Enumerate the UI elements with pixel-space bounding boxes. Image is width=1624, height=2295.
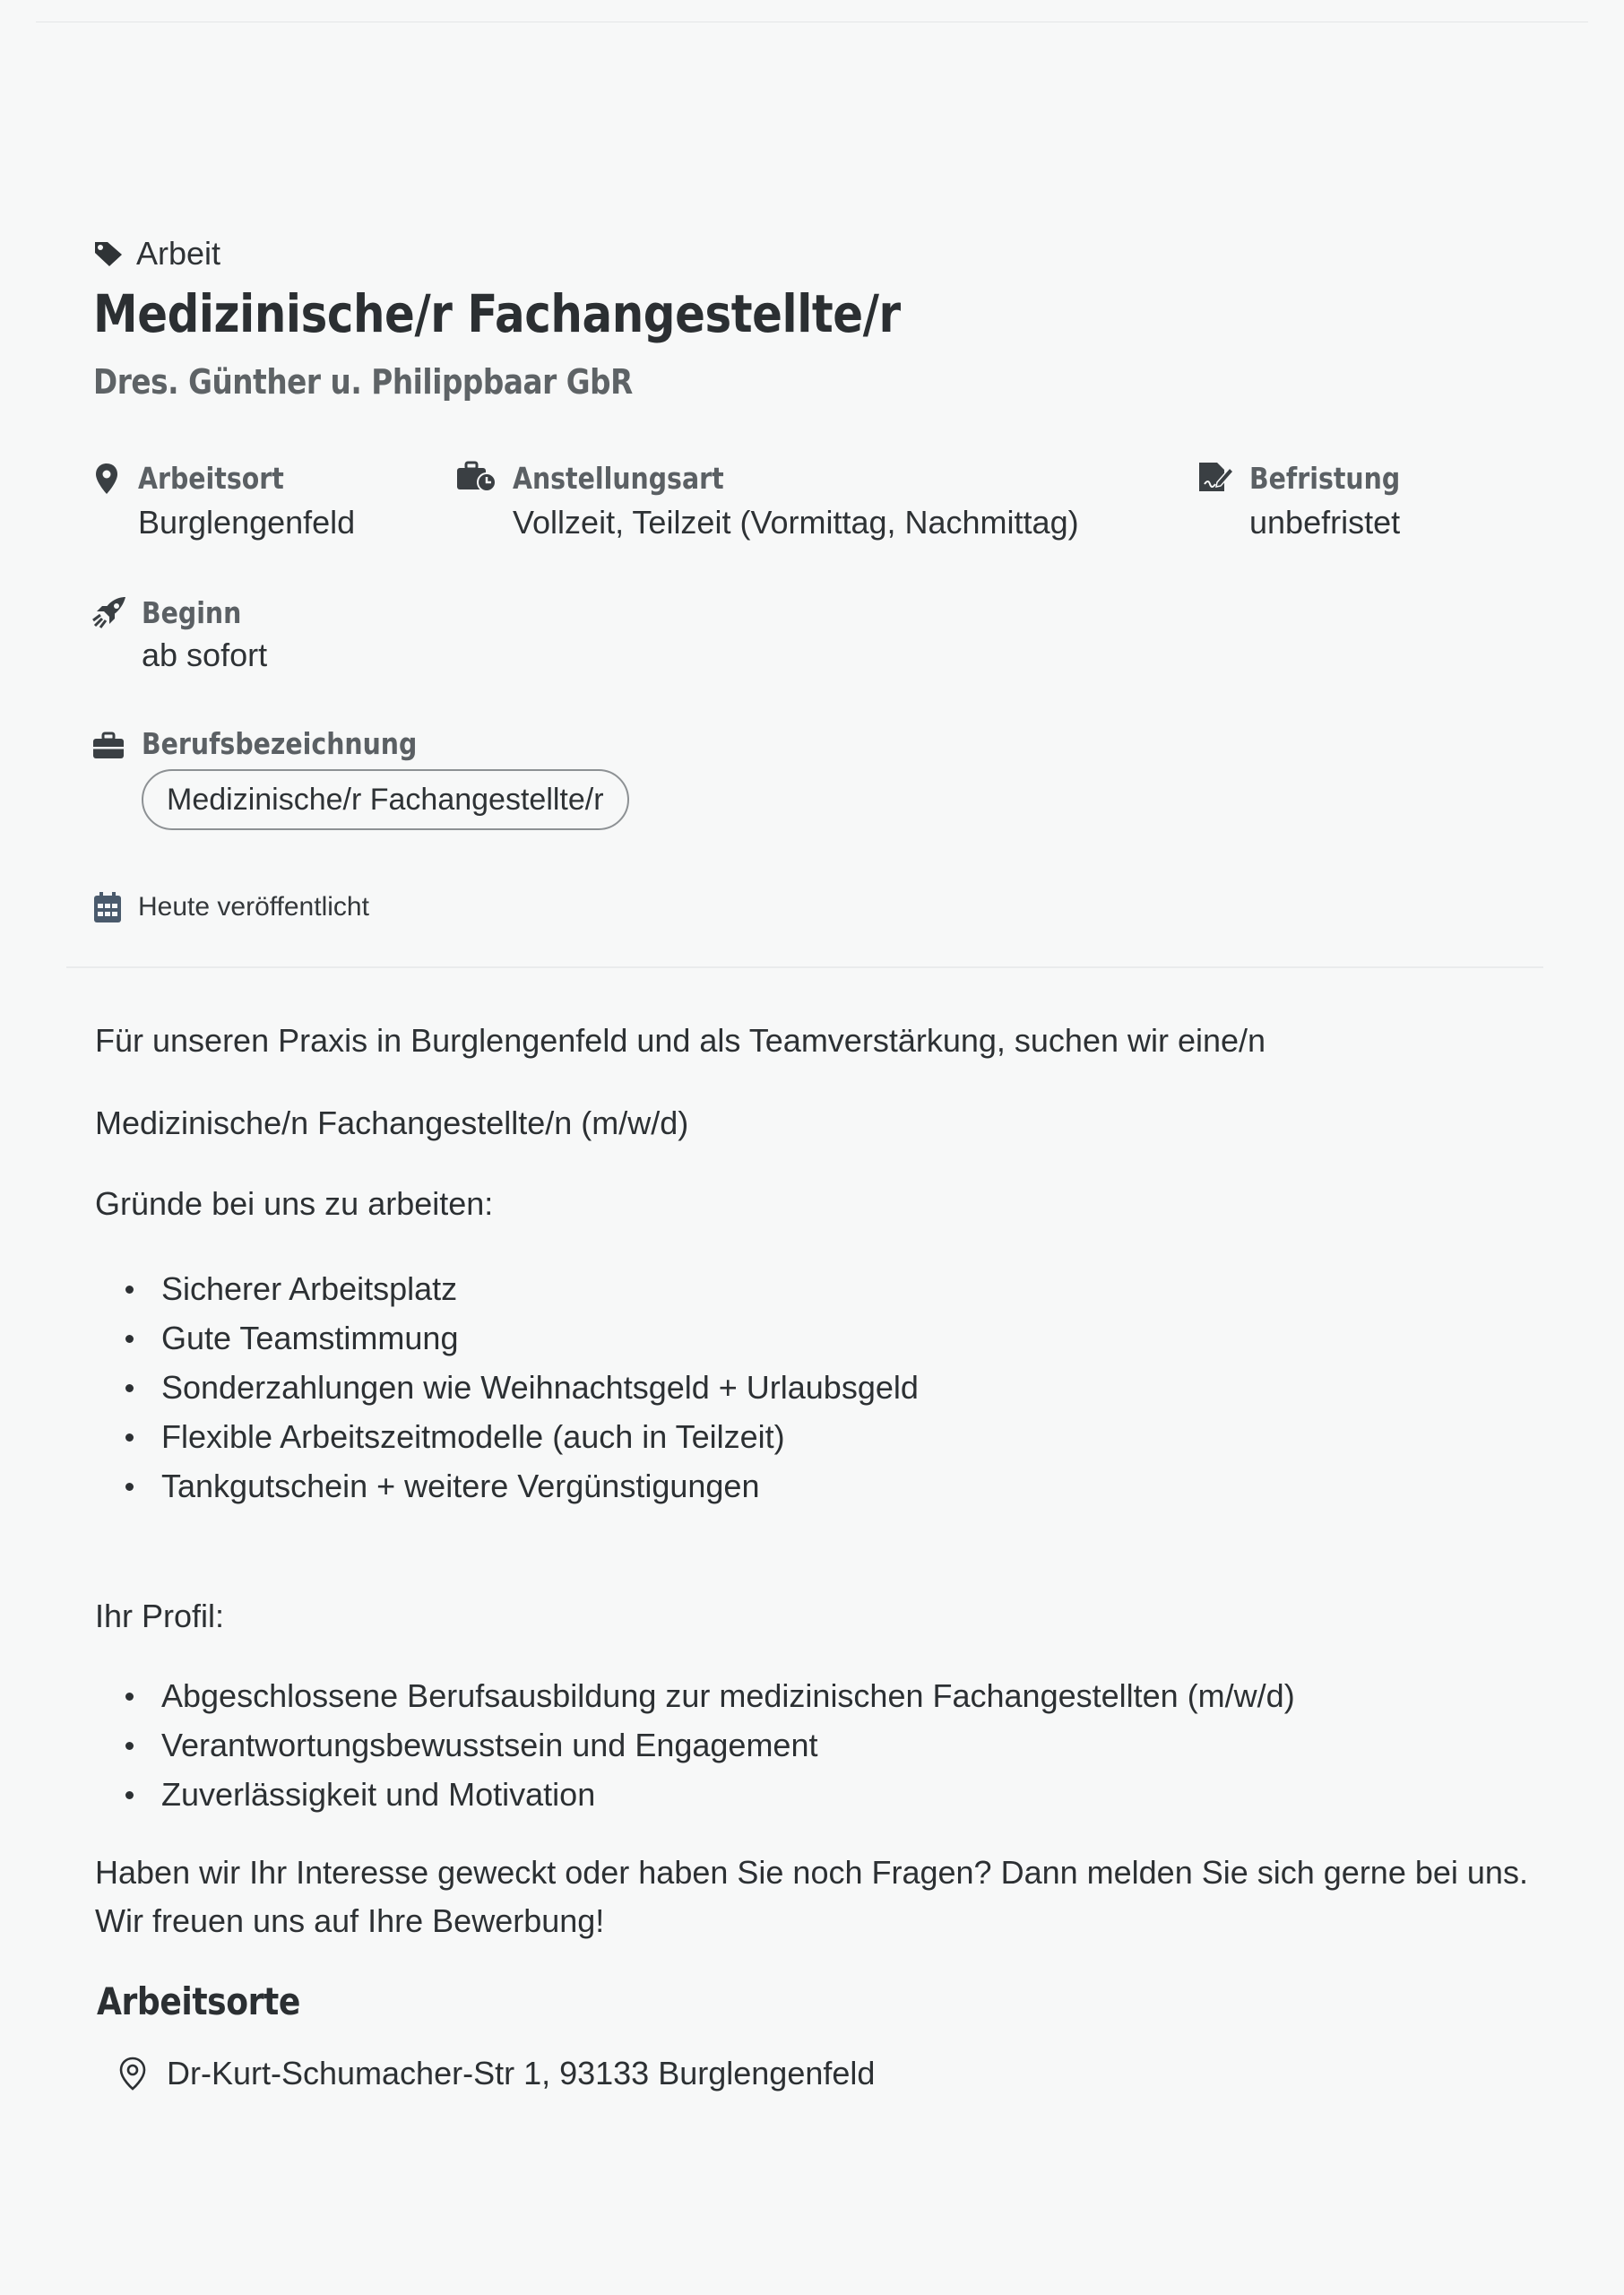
list-item: Sonderzahlungen wie Weihnachtsgeld + Urlaubsgeld (95, 1363, 919, 1412)
beginn-label: Beginn (142, 595, 242, 630)
address-text: Dr-Kurt-Schumacher-Str 1, 93133 Burglengenfeld (167, 2055, 876, 2091)
befristung-label: Befristung (1249, 461, 1401, 496)
befristung-value: unbefristet (1249, 504, 1401, 541)
profile-heading: Ihr Profil: (95, 1598, 225, 1634)
list-item: Sicherer Arbeitsplatz (95, 1264, 919, 1313)
briefcase-icon (91, 732, 125, 760)
published-date: Heute veröffentlicht (138, 892, 369, 922)
list-item: Abgeschlossene Berufsausbildung zur medizinischen Fachangestellten (m/w/d) (95, 1671, 1295, 1720)
list-item: Tankgutschein + weitere Vergünstigungen (95, 1461, 919, 1511)
list-item: Gute Teamstimmung (95, 1313, 919, 1363)
berufsbezeichnung-chip[interactable]: Medizinische/r Fachangestellte/r (142, 769, 629, 830)
calendar-icon (93, 891, 122, 923)
briefcase-clock-icon (455, 461, 497, 493)
profile-list (95, 1671, 1295, 1819)
beginn-value: ab sofort (142, 637, 268, 673)
arbeitsort-value: Burglengenfeld (138, 504, 356, 541)
list-item: Zuverlässigkeit und Motivation (95, 1770, 1295, 1819)
berufsbezeichnung-label: Berufsbezeichnung (142, 726, 418, 761)
tag-icon (93, 240, 124, 267)
section-divider (66, 966, 1543, 968)
job-title: Medizinische/r Fachangestellte/r (93, 283, 901, 344)
closing-line-2: Wir freuen uns auf Ihre Bewerbung! (95, 1902, 605, 1939)
category-label: Arbeit (136, 235, 221, 272)
contract-sign-icon (1197, 461, 1235, 495)
reasons-list (95, 1264, 919, 1511)
category-tag (93, 235, 220, 273)
intro-text: Für unseren Praxis in Burglengenfeld und als Teamverstärkung, suchen wir eine/n (95, 1022, 1266, 1059)
list-item: Verantwortungsbewusstsein und Engagement (95, 1720, 1295, 1770)
list-item: Flexible Arbeitszeitmodelle (auch in Teilzeit) (95, 1412, 919, 1461)
rocket-icon (91, 595, 127, 629)
map-marker-icon (95, 463, 118, 495)
closing-line-1: Haben wir Ihr Interesse geweckt oder haben Sie noch Fragen? Dann melden Sie sich gerne bei uns. (95, 1854, 1528, 1891)
anstellungsart-value: Vollzeit, Teilzeit (Vormittag, Nachmittag) (513, 504, 1079, 541)
locations-heading: Arbeitsorte (97, 1979, 300, 2023)
company-name[interactable]: Dres. Günther u. Philippbaar GbR (93, 362, 633, 402)
location-pin-outline-icon (118, 2057, 147, 2091)
reasons-heading: Gründe bei uns zu arbeiten: (95, 1185, 494, 1222)
location-address[interactable] (118, 2055, 875, 2092)
anstellungsart-label: Anstellungsart (513, 461, 724, 496)
arbeitsort-label: Arbeitsort (138, 461, 284, 496)
position-text: Medizinische/n Fachangestellte/n (m/w/d) (95, 1104, 689, 1141)
